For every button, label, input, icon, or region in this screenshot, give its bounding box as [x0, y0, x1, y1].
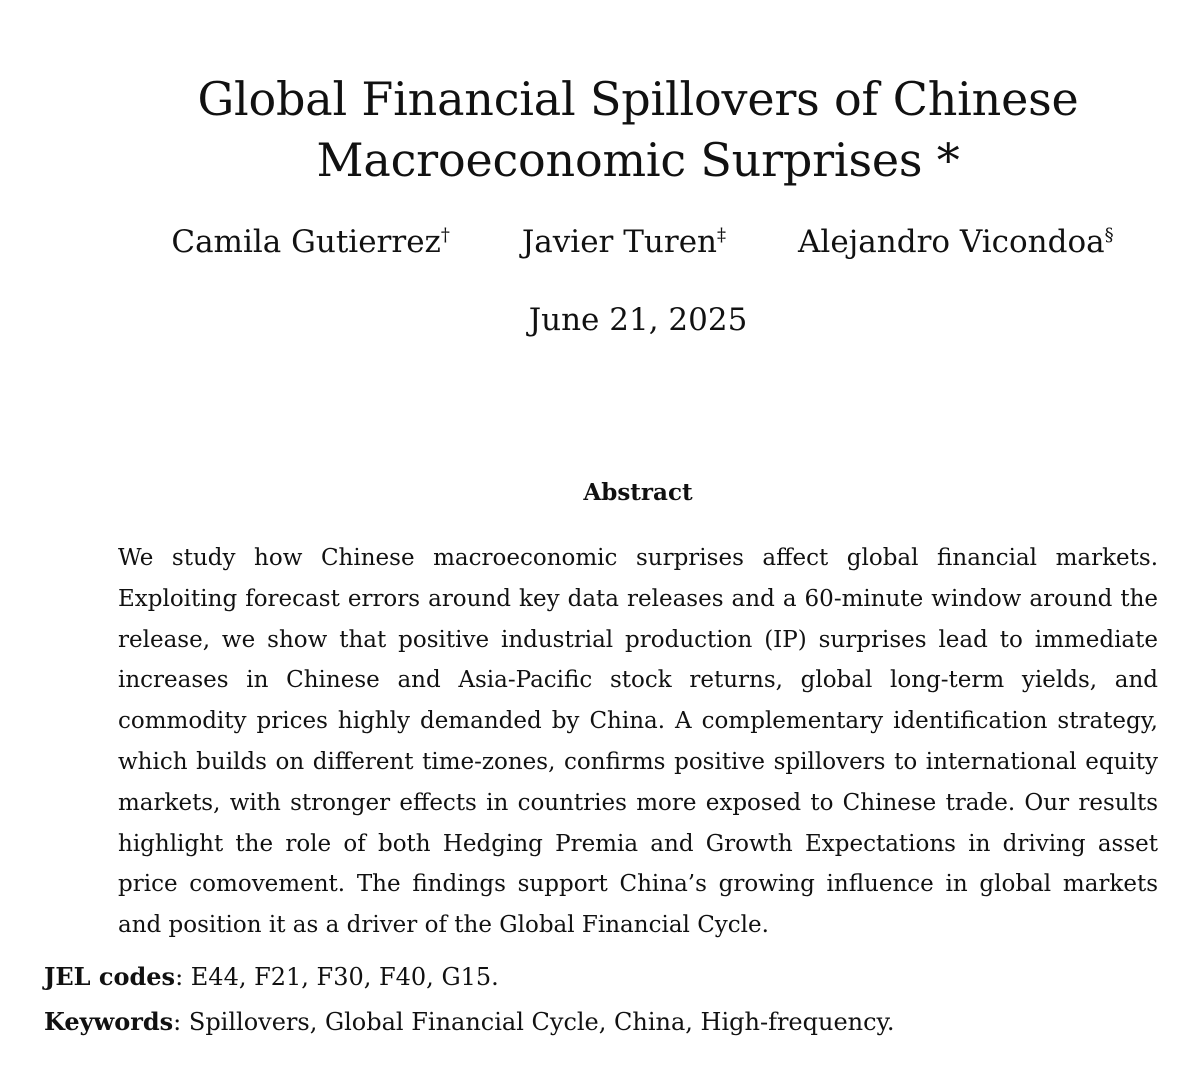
author-name: Javier Turen — [521, 224, 718, 260]
author-list — [0, 224, 1200, 261]
author-footnote-mark: § — [1104, 224, 1114, 246]
author-camila-gutierrez — [171, 224, 450, 261]
author-footnote-mark: ‡ — [717, 224, 727, 246]
jel-codes — [44, 963, 1164, 992]
keywords — [44, 1008, 1164, 1037]
author-javier-turen — [522, 224, 726, 261]
author-name: Camila Gutierrez — [171, 224, 441, 260]
author-alejandro-vicondoa — [798, 224, 1114, 261]
paper-title-line-1: Global Financial Spillovers of Chinese — [197, 71, 1079, 126]
keywords-label: Keywords — [44, 1007, 174, 1036]
keywords-value: : Spillovers, Global Financial Cycle, China, High-frequency. — [173, 1008, 895, 1036]
author-footnote-mark: † — [440, 224, 450, 246]
abstract-heading: Abstract — [583, 479, 693, 507]
author-name: Alejandro Vicondoa — [798, 224, 1105, 260]
publication-date: June 21, 2025 — [528, 302, 748, 338]
jel-codes-value: : E44, F21, F30, F40, G15. — [175, 963, 499, 991]
abstract-text: We study how Chinese macroeconomic surprises affect global financial markets. Exploiting forecast errors around key data releases and a 60-minute window around the release, we show that positive industrial production (IP) surprises lead to immediate increases in Chinese and Asia-Pacific stock returns, global long-term yields, and commodity prices highly demanded by China. A complementary identification strategy, which builds on different time-zones, confirms positive spillovers to international equity markets, with stronger effects in countries more exposed to Chinese trade. Our results highlight the role of both Hedging Premia and Growth Expectations in driving asset price comovement. The findings support China’s growing influence in global markets and position it as a driver of the Global Financial Cycle. — [118, 545, 1158, 939]
paper-title-line-2: Macroeconomic Surprises * — [316, 132, 960, 187]
paper-title — [0, 69, 1200, 190]
jel-codes-label: JEL codes — [44, 962, 176, 991]
